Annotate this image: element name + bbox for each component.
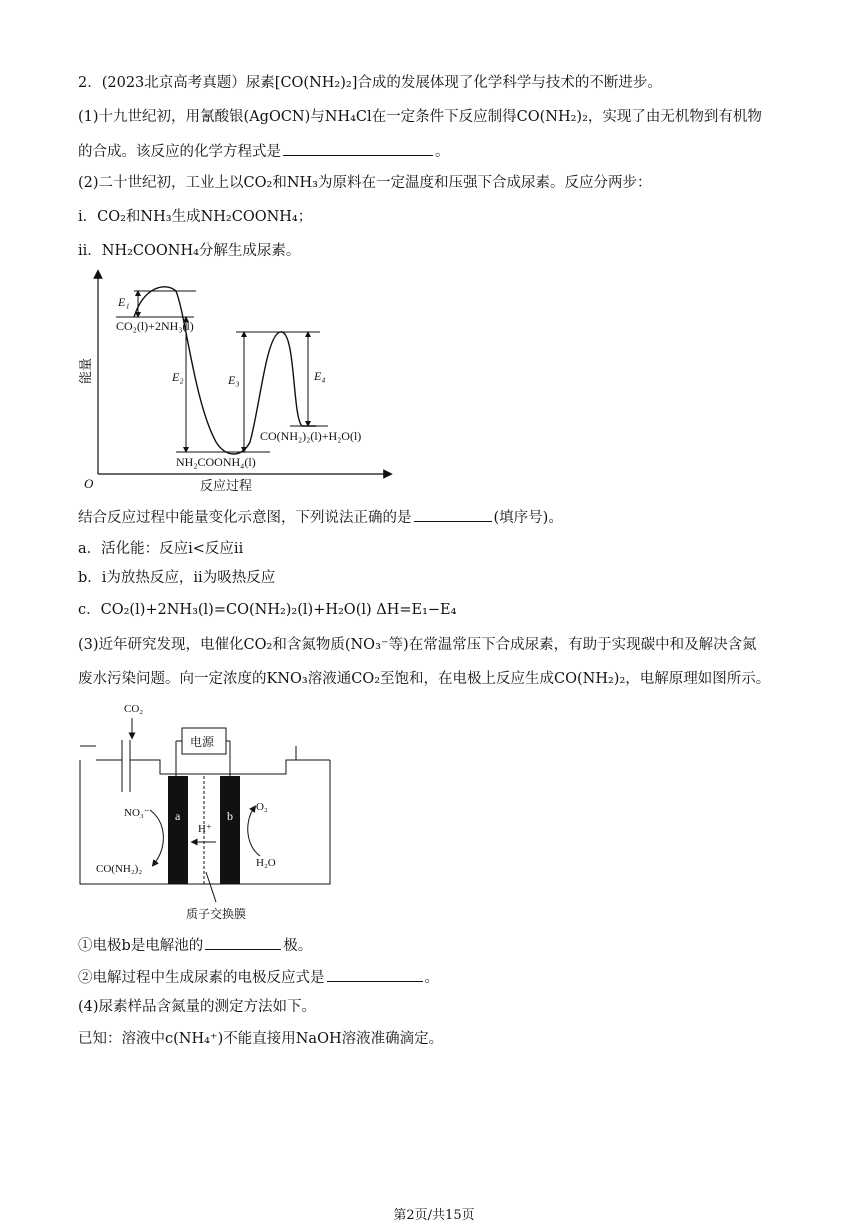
label-e1: E₁ xyxy=(118,295,130,309)
question-header: 2．(2023北京高考真题）尿素[CO(NH₂)₂]合成的发展体现了化学科学与技术的不断进步。 xyxy=(78,75,662,91)
o2-label: O₂ xyxy=(256,801,268,813)
part2-line: (2)二十世纪初，工业上以CO₂和NH₃为原料在一定温度和压强下合成尿素。反应分两步： xyxy=(78,175,652,191)
part1-line2-end: 。 xyxy=(435,144,450,160)
answer-blank-half-equation[interactable] xyxy=(327,966,423,982)
electrode-b-label: b xyxy=(227,809,233,823)
energy-diagram xyxy=(76,266,396,498)
label-reactant: CO₂(l)+2NH₃(l) xyxy=(116,319,194,333)
q3-2-text: ②电解过程中生成尿素的电极反应式是 xyxy=(78,970,325,986)
h-plus-label: H⁺ xyxy=(198,823,212,835)
q3-2-line xyxy=(78,966,439,989)
co2-inlet-label: CO₂ xyxy=(124,703,144,715)
q3-1-line xyxy=(78,934,312,957)
part1-line2 xyxy=(78,140,450,163)
part3-line2: 废水污染问题。向一定浓度的KNO₃溶液通CO₂至饱和，在电极上反应生成CO(NH₂)₂，电解原理如图所示。 xyxy=(78,671,771,687)
cell-top-mid xyxy=(130,760,316,774)
step-i: i．CO₂和NH₃生成NH₂COONH₄； xyxy=(78,209,313,225)
label-intermediate: NH₂COONH₄(l) xyxy=(176,455,256,469)
part1-line2-text: 的合成。该反应的化学方程式是 xyxy=(78,144,281,160)
nitrate-label: NO₃⁻ xyxy=(124,807,150,819)
answer-blank-electrode[interactable] xyxy=(205,934,281,950)
step-ii: ii．NH₂COONH₄分解生成尿素。 xyxy=(78,243,301,259)
part1-line1: (1)十九世纪初，用氰酸银(AgOCN)与NH₄Cl在一定条件下反应制得CO(NH₂)₂，实现了由无机物到有机物 xyxy=(78,109,762,125)
label-e3: E₃ xyxy=(228,373,240,387)
option-b: b．i为放热反应，ii为吸热反应 xyxy=(78,570,276,586)
membrane-pointer xyxy=(206,872,216,902)
answer-blank-choice[interactable] xyxy=(414,506,492,522)
q3-2-end: 。 xyxy=(424,970,439,986)
label-product: CO(NH₂)₂(l)+H₂O(l) xyxy=(260,429,362,443)
electrode-a-label: a xyxy=(175,809,181,823)
page-footer: 第2页/共15页 xyxy=(393,1208,475,1223)
power-supply-label: 电源 xyxy=(190,735,215,749)
label-e2: E₂ xyxy=(172,370,184,384)
water-arrow xyxy=(248,808,260,856)
option-c: c．CO₂(l)+2NH₃(l)=CO(NH₂)₂(l)+H₂O(l) ΔH=E₁−E₄ xyxy=(78,602,457,618)
membrane-label: 质子交换膜 xyxy=(186,907,247,921)
label-e4: E₄ xyxy=(314,369,326,383)
q3-1-text: ①电极b是电解池的 xyxy=(78,938,204,954)
option-a: a．活化能：反应i<反应ii xyxy=(78,541,244,557)
urea-label: CO(NH₂)₂ xyxy=(96,863,143,875)
nitrate-arrow xyxy=(150,810,163,864)
part3-line1: (3)近年研究发现，电催化CO₂和含氮物质(NO₃⁻等)在常温常压下合成尿素，有助于实现碳中和及解决含氮 xyxy=(78,637,757,653)
x-axis-label: 反应过程 xyxy=(200,478,253,493)
q2-prompt-line xyxy=(78,506,563,529)
answer-blank-equation[interactable] xyxy=(283,140,433,156)
part4-line: (4)尿素样品含氮量的测定方法如下。 xyxy=(78,999,317,1015)
y-axis-label: 能量 xyxy=(78,357,93,384)
q3-1-end: 极。 xyxy=(283,938,313,954)
known-line: 已知：溶液中c(NH₄⁺)不能直接用NaOH溶液准确滴定。 xyxy=(78,1031,444,1047)
q2-prompt-end: (填序号)。 xyxy=(493,510,563,526)
electrolysis-diagram xyxy=(76,696,336,928)
electrode-b xyxy=(220,776,240,884)
electrode-a xyxy=(168,776,188,884)
origin-label: O xyxy=(84,476,94,491)
h2o-label: H₂O xyxy=(256,857,276,869)
q2-prompt-text: 结合反应过程中能量变化示意图，下列说法正确的是 xyxy=(78,510,412,526)
